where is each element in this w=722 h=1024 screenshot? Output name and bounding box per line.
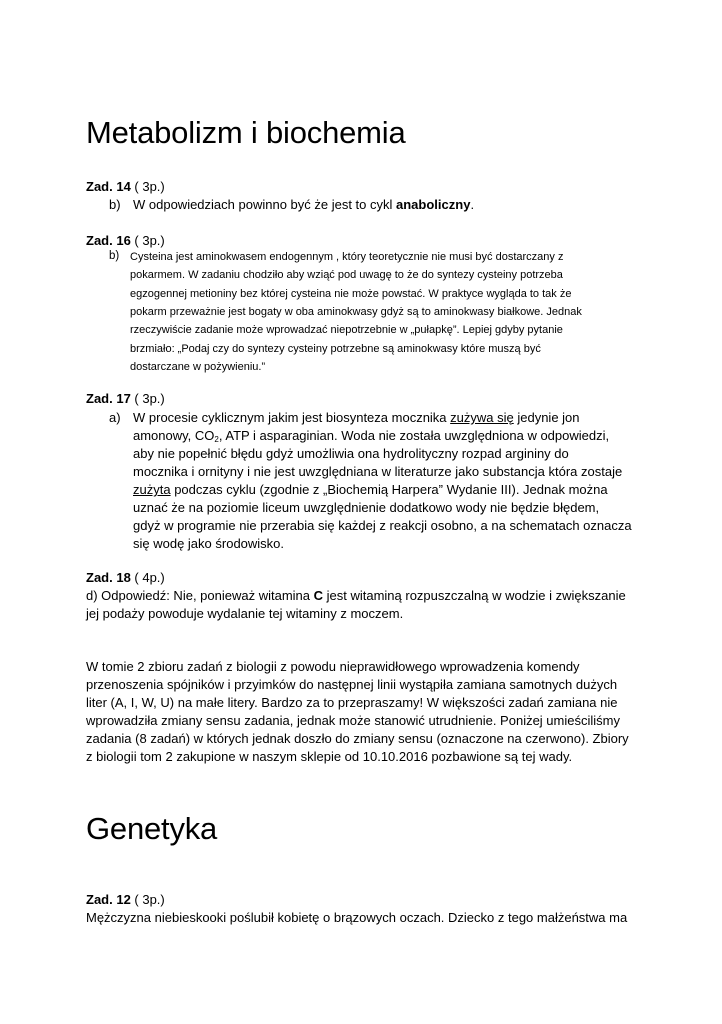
bold-term: C bbox=[313, 588, 323, 603]
text-run: W odpowiedziach powinno być że jest to cykl bbox=[133, 197, 397, 212]
task-17-line: aby nie popełnić błędu gdyż umożliwia ona hydrolityczny rozpad argininy do bbox=[133, 446, 569, 461]
section-title-genetics: Genetyka bbox=[86, 811, 218, 846]
underlined-term: zużyta bbox=[133, 482, 171, 497]
task-points: ( 4p.) bbox=[130, 570, 165, 585]
task-18-header bbox=[86, 570, 165, 585]
task-17-line: uznać że na poziomie liceum uwzględnienie dodatkowo wody nie będzie błędem, bbox=[133, 500, 600, 515]
text-run: podczas cyklu (zgodnie z „Biochemią Harpera” Wydanie III). Jednak można bbox=[170, 482, 608, 497]
task-points: ( 3p.) bbox=[130, 179, 165, 194]
task-17-line: gdyż w programie nie przerabia się każdej z reakcji osobno, a na schematach oznacza bbox=[133, 518, 632, 533]
task-17-line bbox=[133, 482, 608, 497]
task-12-line: Mężczyzna niebieskooki poślubił kobietę o brązowych oczach. Dziecko z tego małżeństwa ma bbox=[86, 910, 628, 925]
task-points: ( 3p.) bbox=[130, 892, 165, 907]
task-label: Zad. 18 bbox=[86, 570, 131, 585]
bold-term: anaboliczny bbox=[396, 197, 471, 212]
text-run: jest witaminą rozpuszczalną w wodzie i zwiększanie bbox=[323, 588, 626, 603]
item-marker: b) bbox=[109, 197, 121, 212]
text-run: jedynie jon bbox=[513, 410, 580, 425]
section-title-metabolism: Metabolizm i biochemia bbox=[86, 115, 406, 150]
task-16-header bbox=[86, 233, 165, 248]
item-marker: a) bbox=[109, 410, 121, 425]
notice-line: przenoszenia spójników i przyimków do następnej linii wystąpiła zamiana samotnych dużych bbox=[86, 677, 618, 692]
task-points: ( 3p.) bbox=[130, 233, 165, 248]
text-run: W procesie cyklicznym jakim jest biosynteza mocznika bbox=[133, 410, 451, 425]
task-18-line: jej podaży powoduje wydalanie tej witaminy z moczem. bbox=[86, 606, 404, 621]
text-run: , ATP i asparaginian. Woda nie została uwzględniona w odpowiedzi, bbox=[218, 428, 610, 443]
task-16-line: pokarmem. W zadaniu chodziło aby wziąć pod uwagę to że do syntezy cysteiny potrzeba bbox=[130, 269, 563, 281]
task-points: ( 3p.) bbox=[130, 391, 165, 406]
notice-line: zadania (8 zadań) w których jednak doszło do zmiany sensu (oznaczone na czerwono). Zbiory bbox=[86, 731, 629, 746]
item-marker: b) bbox=[109, 250, 120, 262]
task-16-line: brzmiało: „Podaj czy do syntezy cysteiny potrzebne są aminokwasy które muszą być bbox=[130, 343, 541, 355]
task-16-line: Cysteina jest aminokwasem endogennym , który teoretycznie nie musi być dostarczany z bbox=[130, 251, 564, 263]
task-label: Zad. 17 bbox=[86, 391, 131, 406]
subscript: 2 bbox=[214, 435, 219, 444]
underlined-term: zużywa się bbox=[450, 410, 514, 425]
task-17-header bbox=[86, 391, 165, 406]
task-16-line: rzeczywiście zadanie może wprowadzać niepotrzebnie w „pułapkę”. Lepiej gdyby pytanie bbox=[130, 324, 563, 336]
task-17-line: mocznika i ornityny i nie jest uwzględniana w literaturze jako substancja która zostaje bbox=[133, 464, 623, 479]
task-12-header bbox=[86, 892, 165, 907]
task-16-line: egzogennej metioniny bez której cysteina nie może powstać. W praktyce wygląda to tak że bbox=[130, 288, 572, 300]
notice-line: wprowadziła zmiany sensu zadania, jednak może stanowić utrudnienie. Poniżej umieściliśmy bbox=[86, 713, 620, 728]
task-16-line: dostarczane w pożywieniu.” bbox=[130, 361, 266, 373]
notice-line: liter (A, I, W, U) na małe litery. Bardzo za to przepraszamy! W większości zadań zamiana nie bbox=[86, 695, 618, 710]
text-run: amonowy, CO bbox=[133, 428, 215, 443]
task-label: Zad. 16 bbox=[86, 233, 131, 248]
task-17-line bbox=[133, 428, 609, 444]
text-run: . bbox=[470, 197, 475, 212]
notice-line: W tomie 2 zbioru zadań z biologii z powodu nieprawidłowego wprowadzenia komendy bbox=[86, 659, 580, 674]
task-16-line: pokarm przeważnie jest bogaty w oba aminokwasy gdyż są to aminokwasy białkowe. Jednak bbox=[130, 306, 582, 318]
task-17-line bbox=[133, 410, 580, 425]
text-run: d) Odpowiedź: Nie, ponieważ witamina bbox=[86, 588, 314, 603]
task-14-answer bbox=[133, 197, 474, 212]
task-14-header bbox=[86, 179, 165, 194]
notice-line: z biologii tom 2 zakupione w naszym sklepie od 10.10.2016 pozbawione są tej wady. bbox=[86, 749, 573, 764]
task-18-line bbox=[86, 588, 626, 603]
task-label: Zad. 14 bbox=[86, 179, 131, 194]
task-label: Zad. 12 bbox=[86, 892, 131, 907]
task-17-line: się wodę jako środowisko. bbox=[133, 536, 285, 551]
